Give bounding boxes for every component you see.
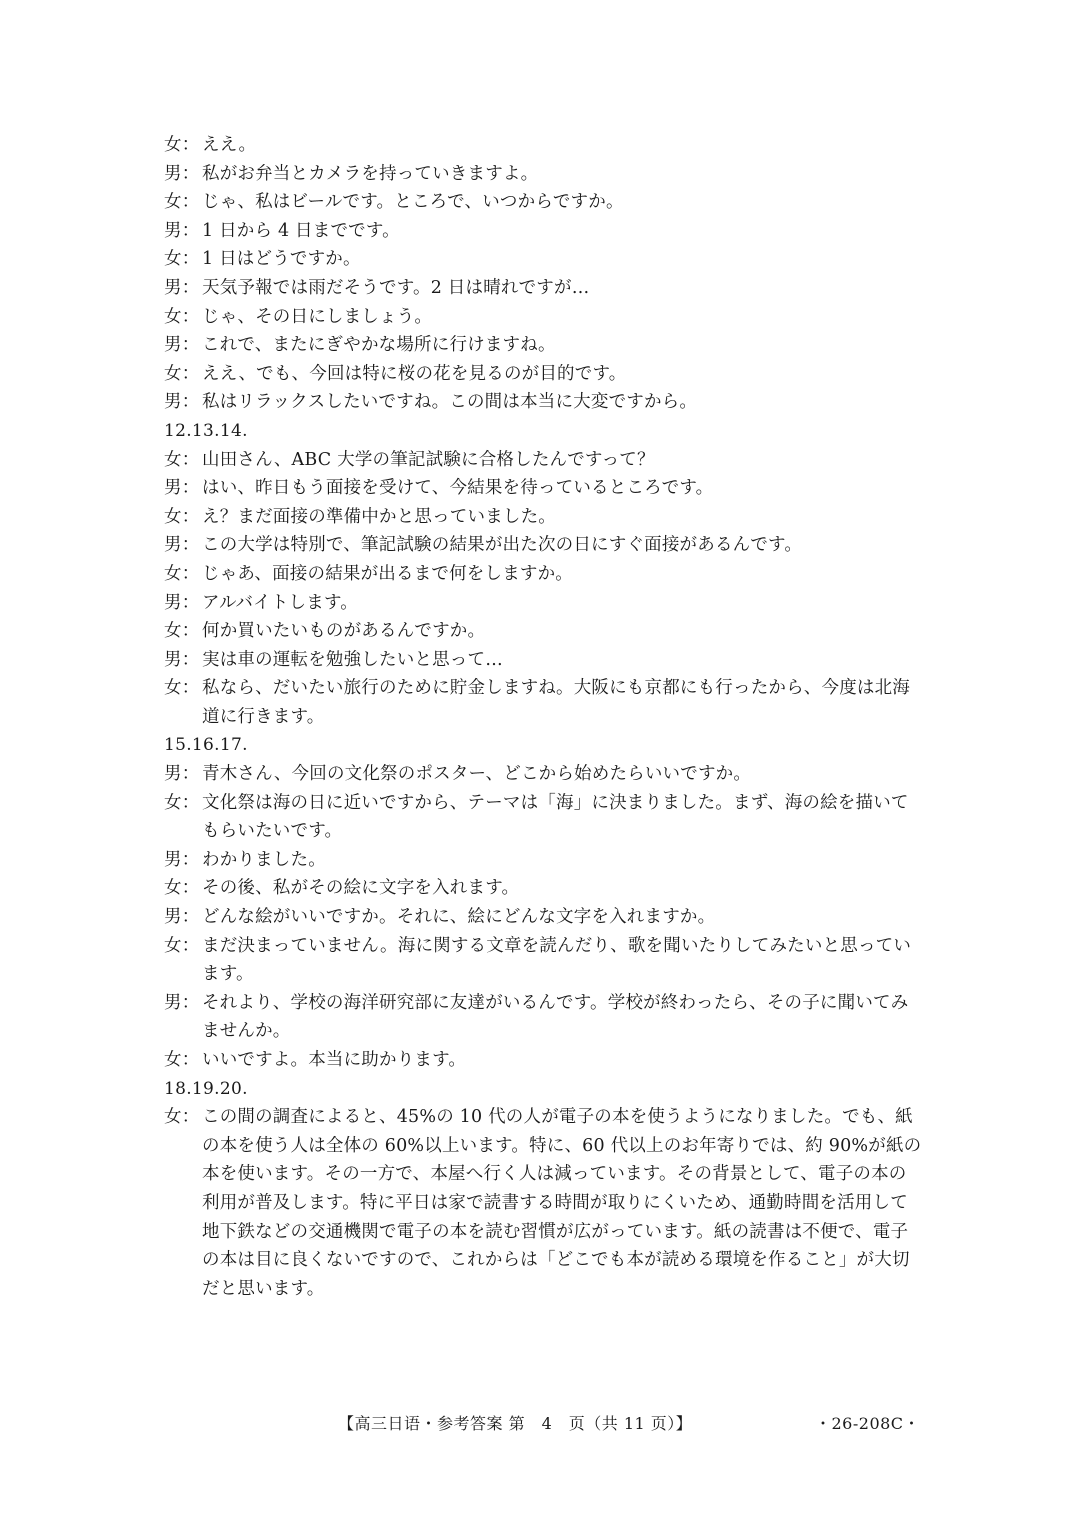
dialogue-text: どんな絵がいいですか。それに、絵にどんな文字を入れますか。 xyxy=(202,907,716,928)
dialogue-line xyxy=(164,989,924,1046)
dialogue-line xyxy=(164,360,924,389)
dialogue-text: いいですよ。本当に助かります。 xyxy=(202,1050,467,1070)
speaker-label: 男： xyxy=(164,649,200,670)
dialogue-text: 1 日はどうですか。 xyxy=(202,249,361,270)
dialogue-line xyxy=(164,560,924,589)
dialogue-text: じゃ、その日にしましょう。 xyxy=(202,306,433,327)
dialogue-text: 私なら、だいたい旅行のために貯金しますね。大阪にも京都にも行ったから、今度は北海道に行きます。 xyxy=(202,678,910,727)
dialogue-text: じゃ、私はビールです。ところで、いつからですか。 xyxy=(202,192,624,213)
speaker-label: 女： xyxy=(164,363,200,384)
dialogue-text: 何か買いたいものがあるんですか。 xyxy=(202,621,486,642)
speaker-label: 女： xyxy=(164,135,200,155)
dialogue-line xyxy=(164,760,924,789)
speaker-label: 女： xyxy=(164,1107,200,1128)
dialogue-text: 私がお弁当とカメラを持っていきますよ。 xyxy=(202,163,539,184)
dialogue-text: ええ、でも、今回は特に桜の花を見るのが目的です。 xyxy=(202,363,627,384)
dialogue-text: この間の調査によると、45%の 10 代の人が電子の本を使うようになりました。でも、紙の本を使う人は全体の 60%以上います。特に、60 代以上のお年寄りでは、約 90%が紙の本を使います。その一方で、本屋へ行く人は減っています。その背景として、電子の本の利用が普及します。特に平日は家で読書する時間が取りにくいため、通勤時間を活用して地下鉄などの交通機関で電子の本を読む習慣が広がっています。紙の読書は不便で、電子の本は目に良くないですので、これからは「どこでも本が読める環境を作ること」が大切だと思います。 xyxy=(202,1107,922,1299)
dialogue-text: え？まだ面接の準備中かと思っていました。 xyxy=(202,506,556,527)
speaker-label: 男： xyxy=(164,163,200,184)
speaker-label: 女： xyxy=(164,935,200,956)
speaker-label: 男： xyxy=(164,220,200,241)
speaker-label: 男： xyxy=(164,392,200,413)
dialogue-line xyxy=(164,1103,924,1303)
speaker-label: 女： xyxy=(164,878,200,899)
speaker-label: 男： xyxy=(164,478,200,499)
dialogue-line xyxy=(164,531,924,560)
section-number: 15.16.17. xyxy=(164,735,248,756)
dialogue-line xyxy=(164,188,924,217)
dialogue-text: 青木さん、今回の文化祭のポスター、どこから始めたらいいですか。 xyxy=(202,764,752,785)
transcript-body xyxy=(164,131,924,1303)
dialogue-text: これで、またにぎやかな場所に行けますね。 xyxy=(202,335,556,356)
dialogue-line xyxy=(164,474,924,503)
section-number: 12.13.14. xyxy=(164,420,248,441)
dialogue-text: その後、私がその絵に文字を入れます。 xyxy=(202,878,520,899)
dialogue-line xyxy=(164,274,924,303)
dialogue-line xyxy=(164,789,924,846)
dialogue-line xyxy=(164,846,924,875)
speaker-label: 男： xyxy=(164,335,200,356)
speaker-label: 男： xyxy=(164,849,200,870)
footer-doc-code: ・26-208C・ xyxy=(815,1414,921,1433)
dialogue-text: 1 日から 4 日までです。 xyxy=(202,220,400,241)
dialogue-line xyxy=(164,388,924,417)
dialogue-line xyxy=(164,331,924,360)
speaker-label: 女： xyxy=(164,563,200,584)
dialogue-text: この大学は特別で、筆記試験の結果が出た次の日にすぐ面接があるんです。 xyxy=(202,535,803,556)
dialogue-line xyxy=(164,646,924,675)
speaker-label: 女： xyxy=(164,1050,200,1070)
speaker-label: 男： xyxy=(164,992,200,1013)
dialogue-line xyxy=(164,217,924,246)
dialogue-text: それより、学校の海洋研究部に友達がいるんです。学校が終わったら、その子に聞いてみませんか。 xyxy=(202,992,909,1042)
dialogue-text: アルバイトします。 xyxy=(202,592,358,613)
speaker-label: 男： xyxy=(164,907,200,928)
speaker-label: 女： xyxy=(164,249,200,270)
speaker-label: 女： xyxy=(164,306,200,327)
speaker-label: 男： xyxy=(164,592,200,613)
dialogue-line xyxy=(164,932,924,989)
dialogue-line xyxy=(164,245,924,274)
dialogue-line xyxy=(164,131,924,160)
dialogue-line xyxy=(164,617,924,646)
dialogue-line xyxy=(164,503,924,532)
dialogue-line xyxy=(164,874,924,903)
dialogue-text: まだ決まっていません。海に関する文章を読んだり、歌を聞いたりしてみたいと思っています。 xyxy=(202,935,912,985)
dialogue-text: はい、昨日もう面接を受けて、今結果を待っているところです。 xyxy=(202,478,714,499)
dialogue-line xyxy=(164,303,924,332)
dialogue-text: 文化祭は海の日に近いですから、テーマは「海」に決まりました。まず、海の絵を描いてもらいたいです。 xyxy=(202,792,909,842)
speaker-label: 女： xyxy=(164,192,200,213)
speaker-label: 女： xyxy=(164,621,200,642)
page-footer xyxy=(0,1410,1080,1438)
speaker-label: 女： xyxy=(164,449,200,470)
dialogue-line xyxy=(164,589,924,618)
speaker-label: 女： xyxy=(164,678,200,699)
footer-page-info: 【高三日语・参考答案 第 4 页（共 11 页）】 xyxy=(338,1414,693,1433)
dialogue-text: 山田さん、ABC 大学の筆記試験に合格したんですって？ xyxy=(202,449,655,470)
dialogue-line xyxy=(164,446,924,475)
dialogue-line xyxy=(164,903,924,932)
speaker-label: 男： xyxy=(164,277,200,298)
dialogue-text: わかりました。 xyxy=(202,849,326,870)
dialogue-text: 実は車の運転を勉強したいと思って… xyxy=(202,649,503,670)
dialogue-line xyxy=(164,160,924,189)
dialogue-line xyxy=(164,1046,924,1075)
dialogue-text: 私はリラックスしたいですね。この間は本当に大変ですから。 xyxy=(202,392,698,413)
dialogue-line xyxy=(164,674,924,731)
speaker-label: 女： xyxy=(164,506,200,527)
dialogue-text: 天気予報では雨だそうです。2 日は晴れですが… xyxy=(202,277,590,298)
speaker-label: 女： xyxy=(164,792,200,813)
speaker-label: 男： xyxy=(164,535,200,556)
dialogue-text: じゃあ、面接の結果が出るまで何をしますか。 xyxy=(202,563,573,584)
section-number: 18.19.20. xyxy=(164,1078,248,1099)
speaker-label: 男： xyxy=(164,764,200,785)
dialogue-text: ええ。 xyxy=(202,135,257,155)
